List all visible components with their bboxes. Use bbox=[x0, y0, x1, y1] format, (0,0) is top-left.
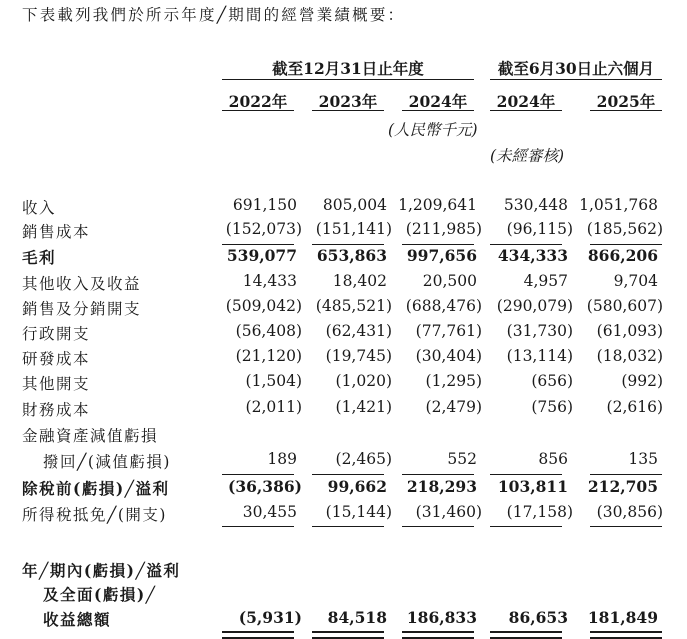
table-row-income-tax bbox=[0, 503, 687, 525]
cell-value: (151,141) bbox=[315, 220, 392, 238]
cell-value: 135 bbox=[628, 450, 658, 468]
cell-value: (152,073) bbox=[225, 220, 302, 238]
row-label: 所得稅抵免╱(開支) bbox=[22, 506, 167, 524]
cell-value: (509,042) bbox=[225, 297, 302, 315]
year-header-rule-5 bbox=[590, 110, 662, 111]
cell-value: (2,465) bbox=[335, 450, 392, 468]
row-label: 銷售及分銷開支 bbox=[22, 300, 142, 318]
cell-value: (1,421) bbox=[335, 398, 392, 416]
group-header-annual-rule bbox=[222, 79, 474, 80]
year-header-rule-1 bbox=[222, 110, 294, 111]
row-label: 行政開支 bbox=[22, 325, 91, 343]
unaudited-label: (未經審核) bbox=[490, 147, 565, 165]
row-label: 銷售成本 bbox=[22, 223, 91, 241]
cell-value: 86,653 bbox=[508, 608, 568, 627]
row-label: 年╱期內(虧損)╱溢利 bbox=[22, 561, 181, 580]
cell-value: (30,856) bbox=[596, 503, 663, 521]
cell-value: 30,455 bbox=[242, 503, 297, 521]
row-label: 毛利 bbox=[22, 248, 57, 267]
subtotal-rule bbox=[590, 526, 662, 527]
subtotal-rule bbox=[402, 244, 474, 245]
cell-value: 18,402 bbox=[332, 272, 387, 290]
cell-value: 189 bbox=[267, 450, 297, 468]
table-row-cost-of-sales bbox=[0, 220, 687, 242]
table-row-profit-before-tax bbox=[0, 477, 687, 499]
year-header-1: 2022年 bbox=[228, 92, 288, 111]
cell-value: (688,476) bbox=[405, 297, 482, 315]
row-label: 收入 bbox=[22, 199, 57, 217]
cell-value: (656) bbox=[531, 372, 573, 390]
table-row-finance-costs bbox=[0, 398, 687, 420]
cell-value: (1,020) bbox=[335, 372, 392, 390]
table-row-rnd-costs bbox=[0, 347, 687, 369]
table-row-selling-expenses bbox=[0, 297, 687, 319]
cell-value: (15,144) bbox=[325, 503, 392, 521]
cell-value: (31,730) bbox=[506, 322, 573, 340]
unit-label: (人民幣千元) bbox=[388, 121, 478, 139]
subtotal-rule bbox=[590, 474, 662, 475]
cell-value: (2,616) bbox=[606, 398, 663, 416]
subtotal-rule bbox=[490, 474, 562, 475]
row-label: 金融資產減值虧損 bbox=[22, 427, 159, 445]
row-label: 及全面(虧損)╱ bbox=[43, 585, 157, 604]
cell-value: (290,079) bbox=[496, 297, 573, 315]
cell-value: (19,745) bbox=[325, 347, 392, 365]
cell-value: (1,295) bbox=[425, 372, 482, 390]
group-header-interim: 截至6月30日止六個月 bbox=[497, 59, 655, 78]
cell-value: (96,115) bbox=[506, 220, 573, 238]
row-label: 撥回╱(減值虧損) bbox=[43, 453, 171, 471]
cell-value: (756) bbox=[531, 398, 573, 416]
cell-value: (31,460) bbox=[415, 503, 482, 521]
cell-value: (2,011) bbox=[245, 398, 302, 416]
total-double-rule bbox=[490, 631, 562, 639]
table-row-other-income bbox=[0, 272, 687, 294]
table-row-impairment-reversal bbox=[0, 450, 687, 472]
intro-text: 下表載列我們於所示年度╱期間的經營業績概要： bbox=[22, 6, 406, 24]
row-label: 其他收入及收益 bbox=[22, 275, 142, 293]
cell-value: (5,931) bbox=[238, 608, 302, 627]
cell-value: (36,386) bbox=[228, 477, 302, 496]
cell-value: (77,761) bbox=[415, 322, 482, 340]
table-row-revenue bbox=[0, 196, 687, 218]
year-header-rule-4 bbox=[490, 110, 562, 111]
row-label: 財務成本 bbox=[22, 401, 91, 419]
year-header-3: 2024年 bbox=[408, 92, 468, 111]
subtotal-rule bbox=[312, 526, 384, 527]
cell-value: 530,448 bbox=[503, 196, 568, 214]
table-row-gross-profit bbox=[0, 246, 687, 268]
cell-value: 212,705 bbox=[587, 477, 658, 496]
cell-value: 14,433 bbox=[242, 272, 297, 290]
subtotal-rule bbox=[490, 526, 562, 527]
cell-value: 691,150 bbox=[232, 196, 297, 214]
cell-value: 997,656 bbox=[406, 246, 477, 265]
row-label: 收益總額 bbox=[43, 610, 112, 629]
cell-value: (211,985) bbox=[405, 220, 482, 238]
cell-value: (18,032) bbox=[596, 347, 663, 365]
table-row-admin-expenses bbox=[0, 322, 687, 344]
cell-value: 805,004 bbox=[322, 196, 387, 214]
cell-value: (580,607) bbox=[586, 297, 663, 315]
table-row-impairment-heading bbox=[0, 424, 687, 446]
cell-value: 218,293 bbox=[406, 477, 477, 496]
cell-value: 4,957 bbox=[523, 272, 568, 290]
subtotal-rule bbox=[222, 526, 294, 527]
row-label: 研發成本 bbox=[22, 350, 91, 368]
cell-value: 866,206 bbox=[587, 246, 658, 265]
total-double-rule bbox=[590, 631, 662, 639]
cell-value: (13,114) bbox=[506, 347, 573, 365]
total-double-rule bbox=[402, 631, 474, 639]
cell-value: (485,521) bbox=[315, 297, 392, 315]
table-row-total-comprehensive bbox=[0, 608, 687, 630]
row-label: 其他開支 bbox=[22, 375, 91, 393]
subtotal-rule bbox=[222, 474, 294, 475]
cell-value: 1,209,641 bbox=[398, 196, 477, 214]
cell-value: 1,051,768 bbox=[579, 196, 658, 214]
cell-value: 9,704 bbox=[613, 272, 658, 290]
year-header-4: 2024年 bbox=[496, 92, 556, 111]
subtotal-rule bbox=[312, 474, 384, 475]
cell-value: 20,500 bbox=[422, 272, 477, 290]
cell-value: (992) bbox=[621, 372, 663, 390]
subtotal-rule bbox=[402, 474, 474, 475]
group-header-annual: 截至12月31日止年度 bbox=[272, 59, 424, 78]
cell-value: (185,562) bbox=[586, 220, 663, 238]
cell-value: 539,077 bbox=[226, 246, 297, 265]
table-row-total-heading-2 bbox=[0, 583, 687, 605]
cell-value: 186,833 bbox=[406, 608, 477, 627]
cell-value: (1,504) bbox=[245, 372, 302, 390]
subtotal-rule bbox=[590, 244, 662, 245]
row-label: 除稅前(虧損)╱溢利 bbox=[22, 479, 170, 498]
cell-value: (2,479) bbox=[425, 398, 482, 416]
cell-value: 552 bbox=[447, 450, 477, 468]
table-row-total-heading-1 bbox=[0, 559, 687, 581]
subtotal-rule bbox=[402, 526, 474, 527]
subtotal-rule bbox=[222, 244, 294, 245]
cell-value: (56,408) bbox=[235, 322, 302, 340]
cell-value: (61,093) bbox=[596, 322, 663, 340]
cell-value: 99,662 bbox=[327, 477, 387, 496]
cell-value: (30,404) bbox=[415, 347, 482, 365]
cell-value: 653,863 bbox=[316, 246, 387, 265]
table-row-other-expenses bbox=[0, 372, 687, 394]
cell-value: 181,849 bbox=[587, 608, 658, 627]
total-double-rule bbox=[312, 631, 384, 639]
year-header-rule-2 bbox=[312, 110, 384, 111]
total-double-rule bbox=[222, 631, 294, 639]
cell-value: 856 bbox=[538, 450, 568, 468]
cell-value: (21,120) bbox=[235, 347, 302, 365]
year-header-5: 2025年 bbox=[596, 92, 656, 111]
group-header-interim-rule bbox=[490, 79, 662, 80]
year-header-rule-3 bbox=[402, 110, 474, 111]
year-header-2: 2023年 bbox=[318, 92, 378, 111]
cell-value: (62,431) bbox=[325, 322, 392, 340]
subtotal-rule bbox=[490, 244, 562, 245]
subtotal-rule bbox=[312, 244, 384, 245]
cell-value: 103,811 bbox=[497, 477, 568, 496]
cell-value: 434,333 bbox=[497, 246, 568, 265]
cell-value: (17,158) bbox=[506, 503, 573, 521]
cell-value: 84,518 bbox=[327, 608, 387, 627]
